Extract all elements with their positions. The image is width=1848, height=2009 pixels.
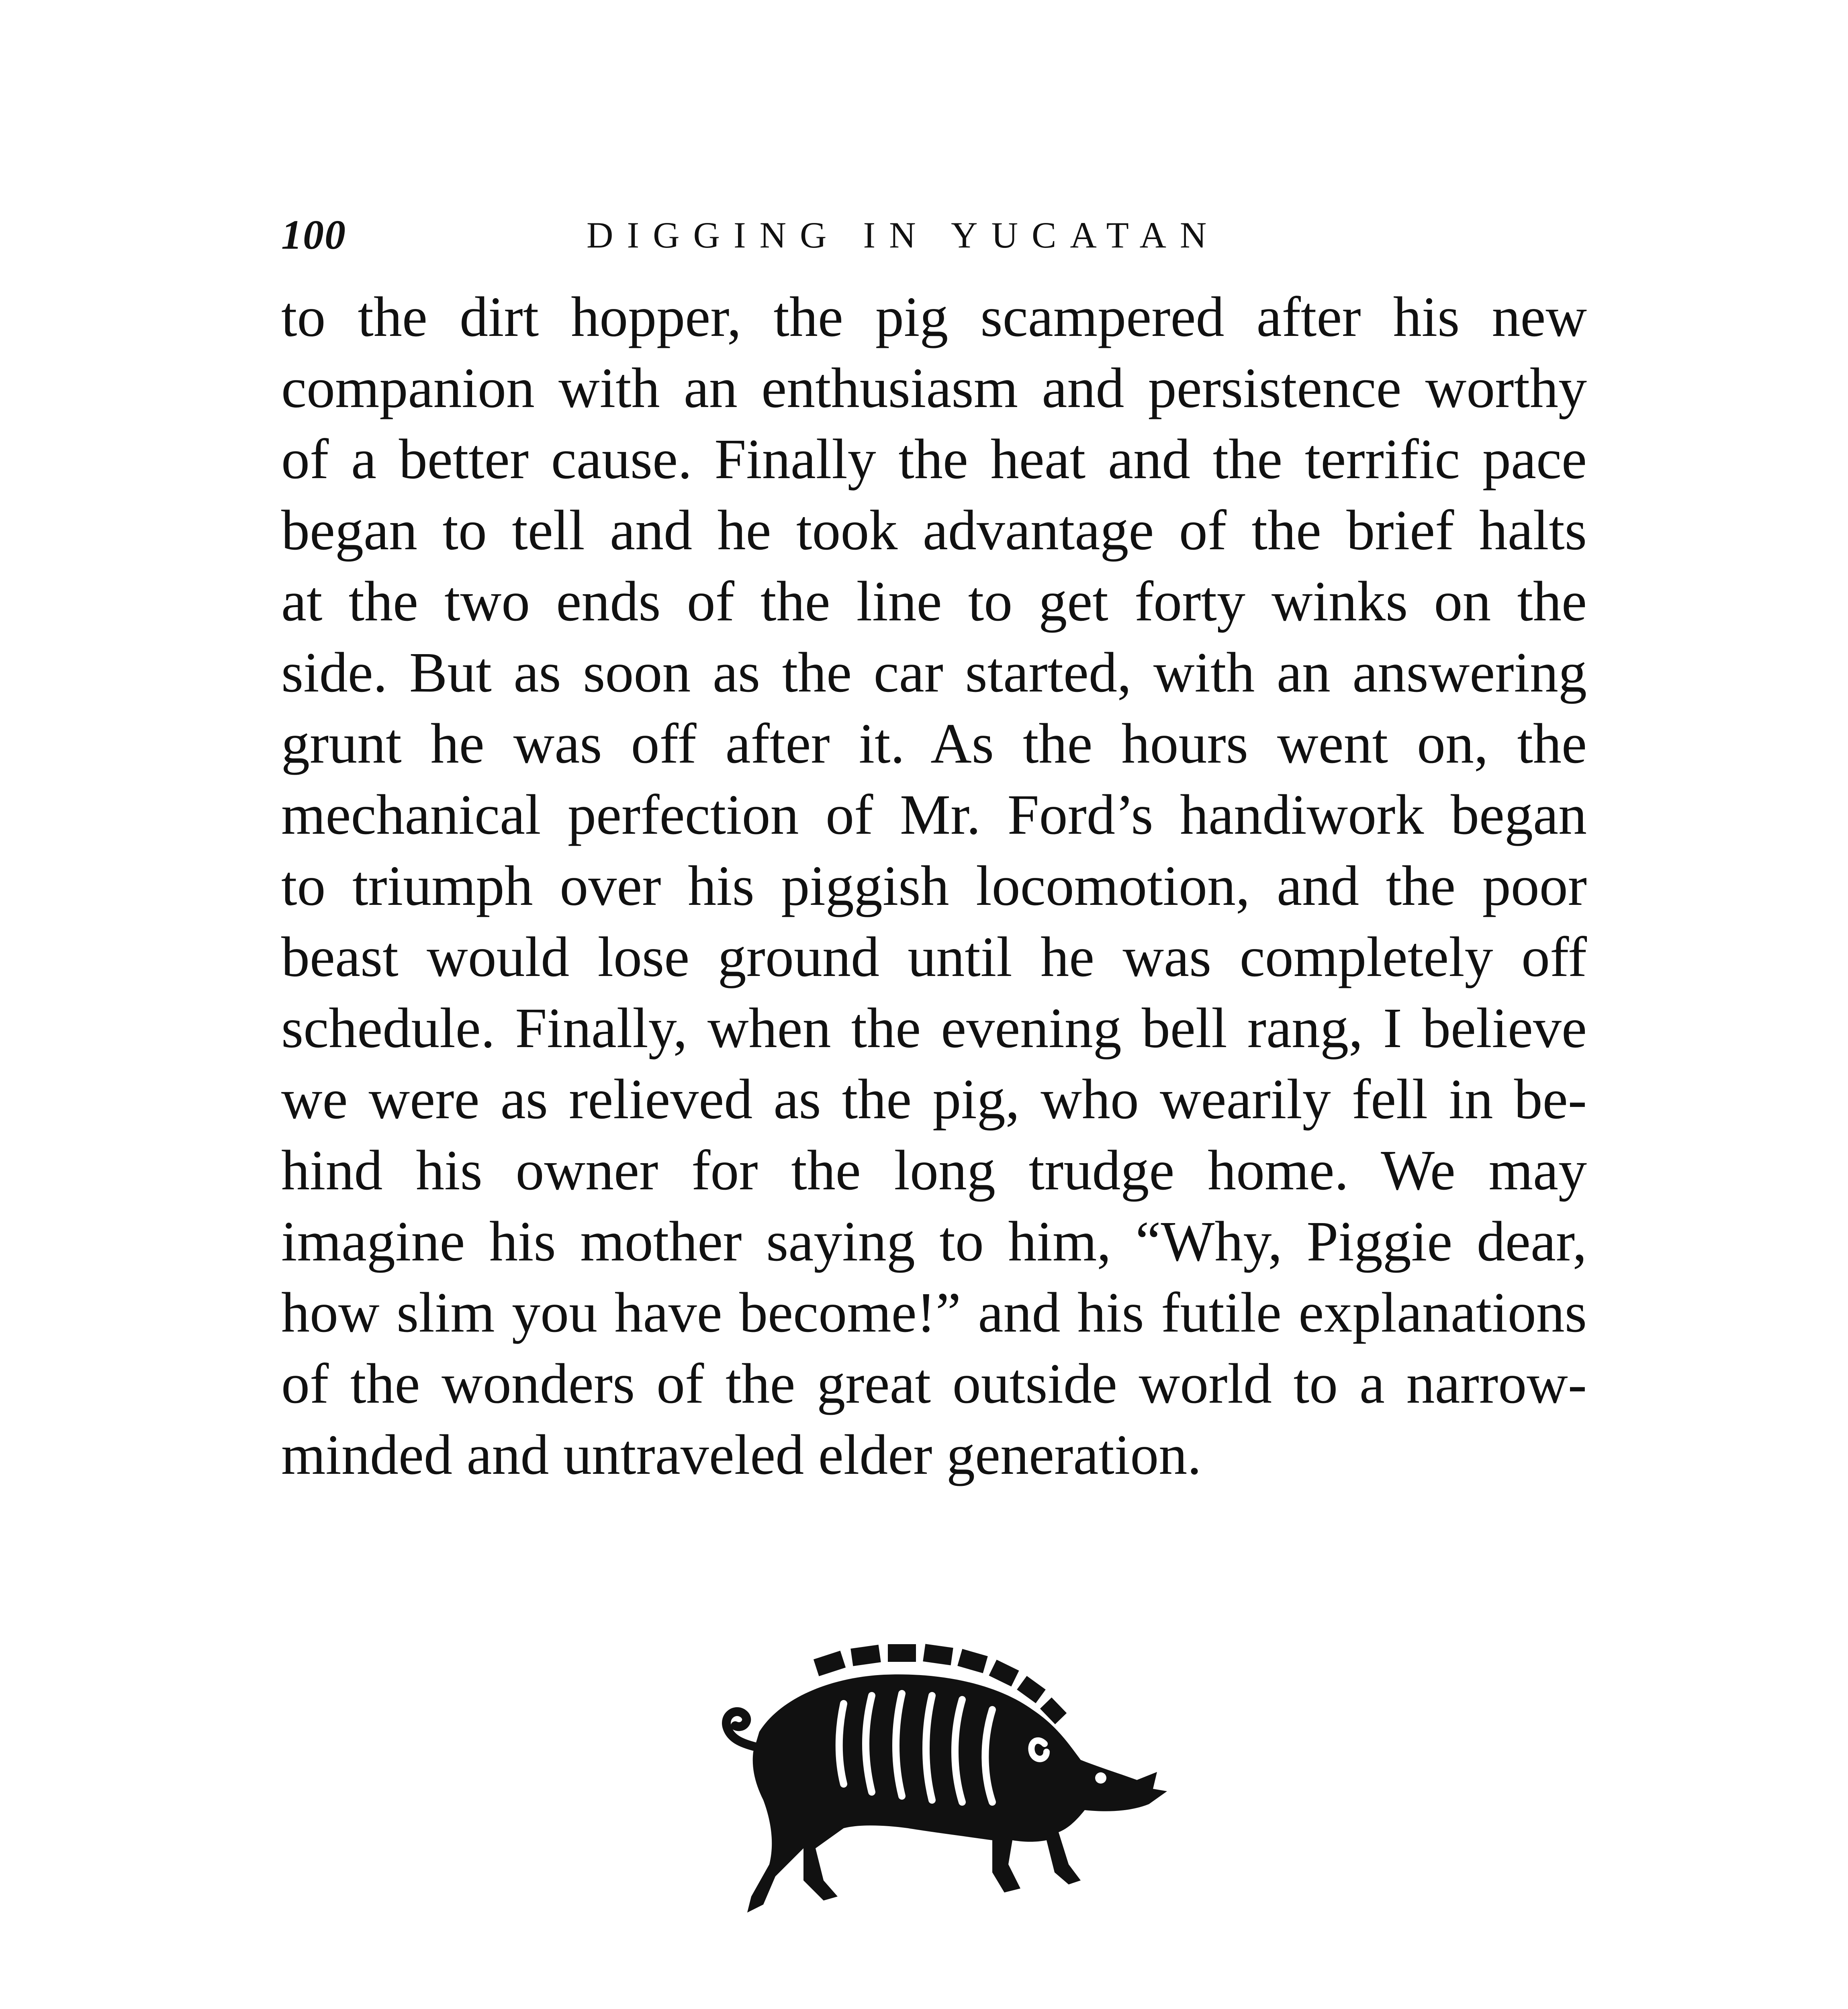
text-line: beast would lose ground until he was completely off [281,925,1587,988]
text-line: to triumph over his piggish locomotion, and the poor [281,854,1587,917]
text-line: of a better cause. Finally the heat and the terrific pace [281,427,1587,491]
page-number: 100 [281,212,346,258]
text-line: side. But as soon as the car started, with an answering [281,640,1587,704]
book-title: DIGGING IN YUCATAN [587,215,1220,256]
text-line: grunt he was off after it. As the hours went on, the [281,712,1587,775]
peccary-icon [683,1639,1185,1953]
text-line: hind his owner for the long trudge home. We may [281,1138,1587,1202]
text-line: mechanical perfection of Mr. Ford’s handiwork began [281,783,1587,846]
text-line: minded and untraveled elder generation. [281,1423,1202,1486]
running-head [281,209,1587,261]
text-line: at the two ends of the line to get forty winks on the [281,569,1587,633]
text-line: imagine his mother saying to him, “Why, Piggie dear, [281,1209,1587,1273]
text-line: began to tell and he took advantage of the brief halts [281,498,1587,562]
text-line: companion with an enthusiasm and persistence worthy [281,356,1587,419]
body-paragraph [281,281,1587,1490]
text-line: schedule. Finally, when the evening bell rang, I believe [281,996,1587,1060]
text-line: of the wonders of the great outside world to a narrow- [281,1352,1587,1415]
text-line: how slim you have become!” and his futile explanations [281,1281,1587,1344]
text-line: we were as relieved as the pig, who wearily fell in be- [281,1067,1587,1131]
text-line: to the dirt hopper, the pig scampered after his new [281,285,1587,348]
